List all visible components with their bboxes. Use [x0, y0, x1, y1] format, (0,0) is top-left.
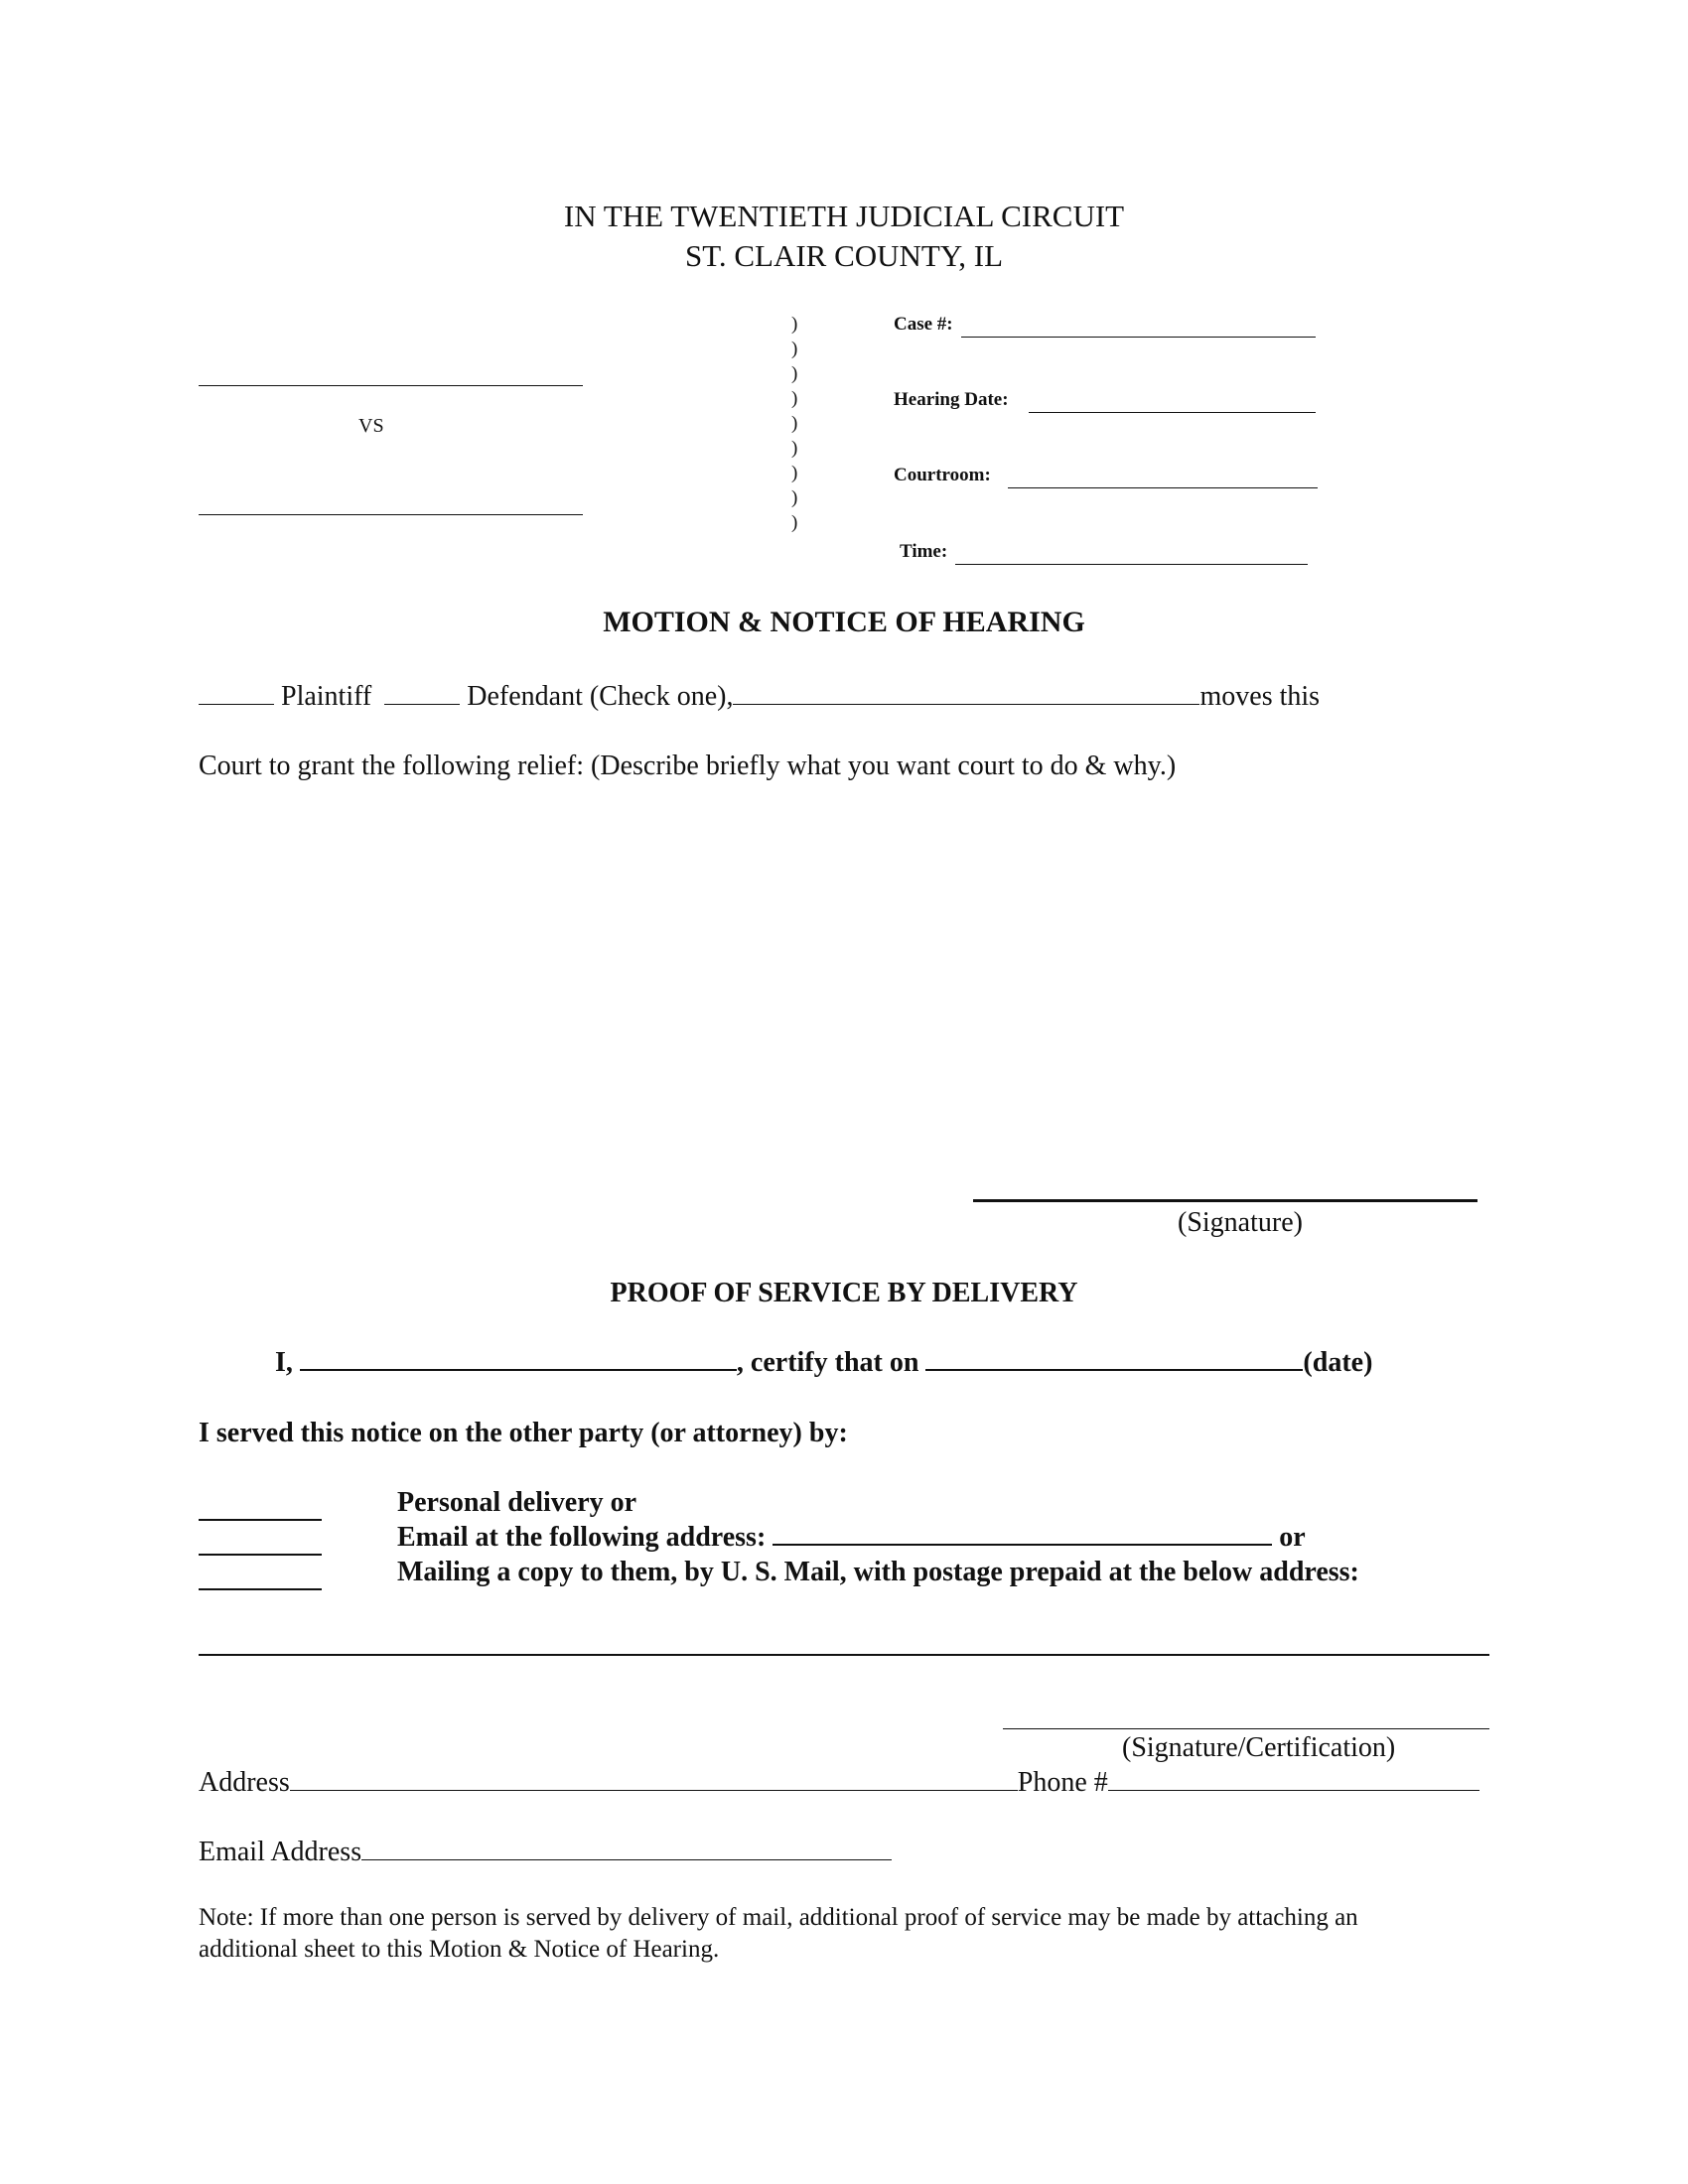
- note-line-2: additional sheet to this Motion & Notice of Hearing.: [199, 1936, 720, 1963]
- email-option-label: Email at the following address:: [397, 1522, 767, 1553]
- plaintiff-name-line[interactable]: [199, 385, 583, 386]
- courtroom-label: Courtroom:: [894, 465, 991, 485]
- plaintiff-label: Plaintiff: [281, 681, 372, 712]
- defendant-name-line[interactable]: [199, 514, 583, 515]
- phone-field[interactable]: [1108, 1790, 1479, 1791]
- i-label: I,: [275, 1347, 293, 1378]
- courtroom-field[interactable]: [1008, 487, 1318, 488]
- court-name: IN THE TWENTIETH JUDICIAL CIRCUIT: [563, 199, 1125, 233]
- case-number-field[interactable]: [961, 337, 1316, 338]
- certify-label: , certify that on: [736, 1347, 919, 1378]
- defendant-check-blank[interactable]: [384, 704, 460, 705]
- time-field[interactable]: [955, 564, 1308, 565]
- phone-label: Phone #: [1017, 1767, 1108, 1798]
- service-email-blank[interactable]: [773, 1544, 1272, 1546]
- or-label: or: [1279, 1522, 1306, 1553]
- mail-option-label: Mailing a copy to them, by U. S. Mail, with postage prepaid at the below address:: [397, 1557, 1359, 1587]
- plaintiff-check-blank[interactable]: [199, 704, 274, 705]
- certifier-name-blank[interactable]: [300, 1369, 737, 1371]
- paren: ): [791, 512, 798, 533]
- relief-instruction: Court to grant the following relief: (Describe briefly what you want court to do & why.): [199, 751, 1177, 781]
- hearing-date-field[interactable]: [1029, 412, 1316, 413]
- address-field[interactable]: [290, 1790, 1018, 1791]
- motion-signature-line[interactable]: [973, 1199, 1477, 1202]
- paren: ): [791, 339, 798, 359]
- certification-signature-line[interactable]: [1003, 1728, 1489, 1729]
- certification-caption: (Signature/Certification): [1122, 1732, 1396, 1763]
- movant-name-blank[interactable]: [733, 704, 1199, 705]
- email-address-line: [199, 1837, 892, 1868]
- motion-title: MOTION & NOTICE OF HEARING: [603, 606, 1085, 638]
- vs-label: VS: [358, 415, 384, 437]
- hearing-date-label: Hearing Date:: [894, 389, 1009, 410]
- paren: ): [791, 363, 798, 384]
- moves-this-label: moves this: [1199, 681, 1321, 712]
- signature-caption: (Signature): [1178, 1207, 1303, 1238]
- service-date-blank[interactable]: [925, 1369, 1303, 1371]
- mailing-address-line[interactable]: [199, 1654, 1489, 1656]
- served-instruction: I served this notice on the other party (or attorney) by:: [199, 1418, 848, 1448]
- party-selection-line: [199, 681, 1320, 713]
- personal-delivery-check[interactable]: [199, 1519, 322, 1521]
- proof-title: PROOF OF SERVICE BY DELIVERY: [610, 1278, 1078, 1308]
- email-delivery-check[interactable]: [199, 1554, 322, 1556]
- mail-delivery-check[interactable]: [199, 1588, 322, 1590]
- relief-text-area[interactable]: [199, 804, 1489, 1161]
- date-label: (date): [1303, 1347, 1373, 1378]
- paren: ): [791, 487, 798, 508]
- paren: ): [791, 413, 798, 434]
- paren: ): [791, 388, 798, 409]
- county-name: ST. CLAIR COUNTY, IL: [684, 238, 1004, 273]
- note-line-1: Note: If more than one person is served by delivery of mail, additional proof of service may be made by attaching an: [199, 1904, 1358, 1931]
- address-phone-line: [199, 1767, 1479, 1799]
- personal-delivery-label: Personal delivery or: [397, 1487, 637, 1518]
- paren: ): [791, 463, 798, 483]
- address-label: Address: [199, 1767, 290, 1798]
- email-address-field[interactable]: [361, 1859, 892, 1860]
- paren: ): [791, 438, 798, 459]
- paren: ): [791, 314, 798, 335]
- certify-line: [275, 1347, 1372, 1379]
- time-label: Time:: [900, 541, 948, 562]
- defendant-label: Defendant (Check one),: [467, 681, 734, 712]
- case-number-label: Case #:: [894, 314, 953, 335]
- email-option-line: [397, 1522, 1306, 1554]
- email-address-label: Email Address: [199, 1837, 362, 1867]
